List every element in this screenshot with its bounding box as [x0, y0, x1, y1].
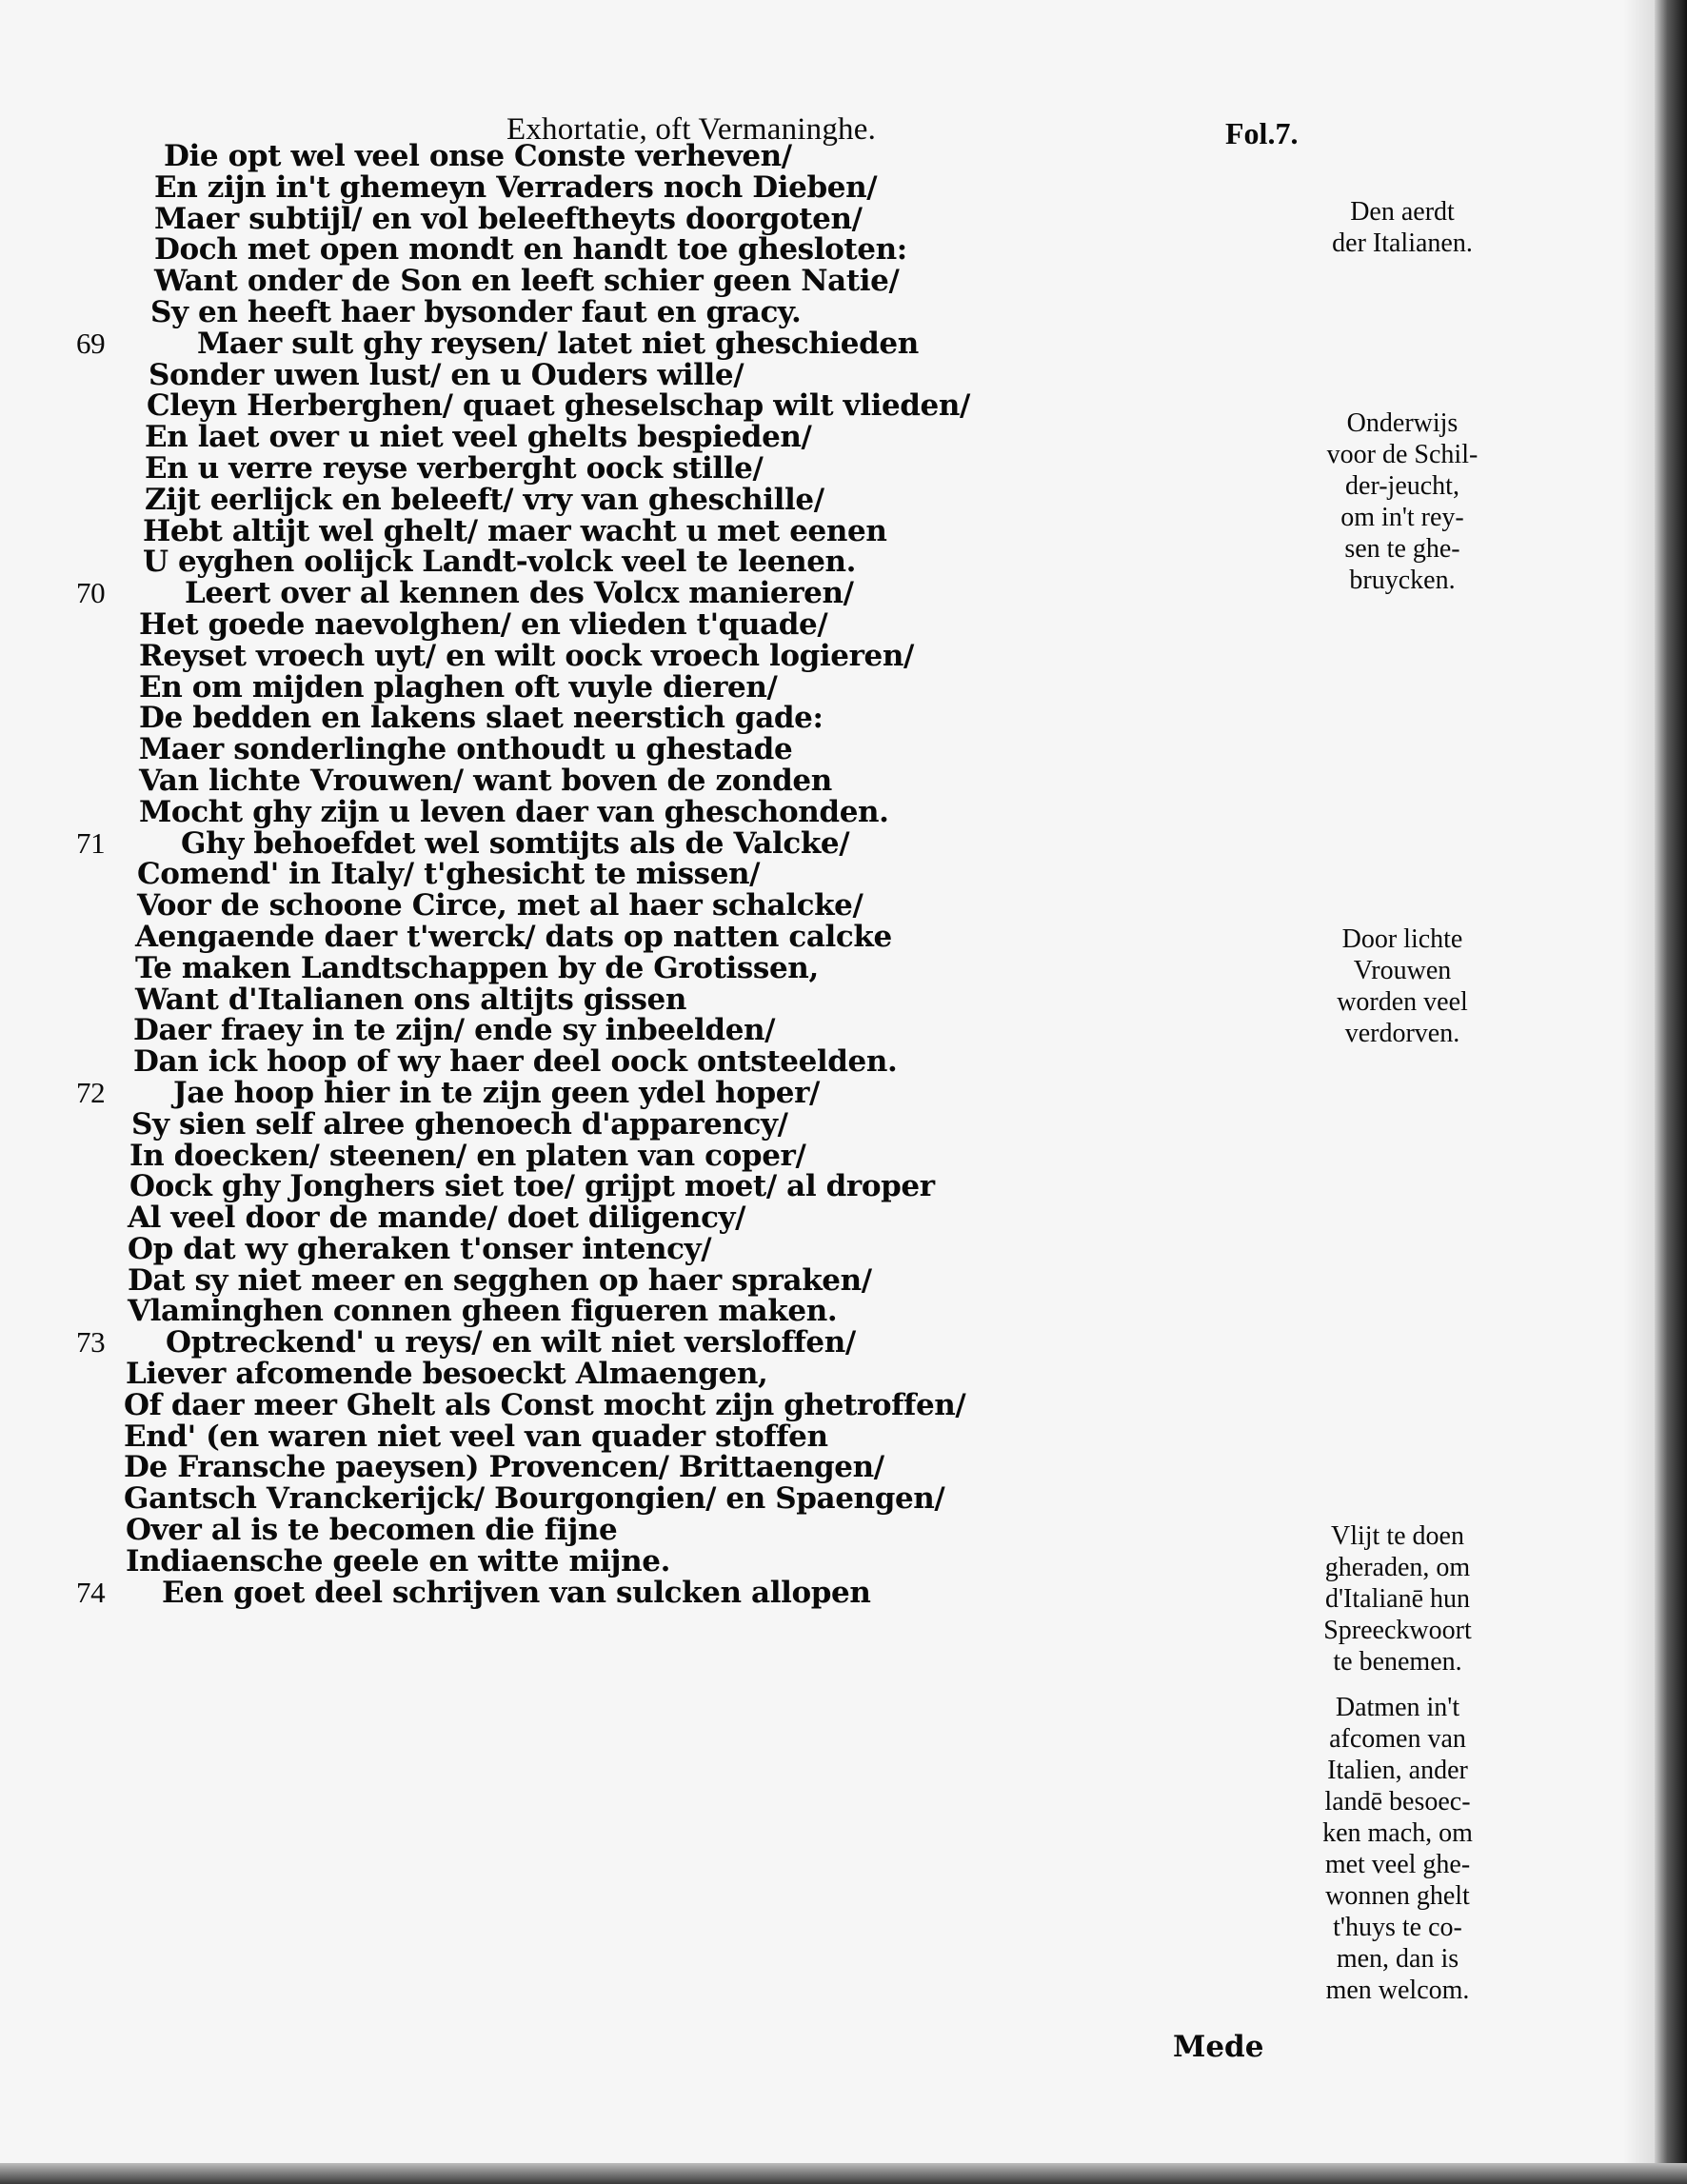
verse-line-text: Dan ick hoop of wy haer deel oock ontsteelden. — [133, 1044, 898, 1080]
margin-note-line: Vrouwen — [1353, 956, 1452, 985]
verse-line — [76, 638, 1028, 673]
verse-line — [76, 201, 1028, 236]
verse-line — [76, 669, 1028, 705]
margin-note-diligence — [1283, 1520, 1512, 1678]
verse-line — [76, 606, 1028, 642]
verse-line — [76, 1421, 1028, 1453]
verse-line-text: Sy sien self alree ghenoech d'apparency/ — [131, 1106, 788, 1142]
verse-text-block — [76, 141, 1028, 1608]
verse-line-text: Doch met open mondt en handt toe ghesloten: — [154, 232, 907, 268]
verse-line — [76, 1075, 1028, 1110]
margin-note-line: Datmen in't — [1335, 1693, 1460, 1722]
verse-line — [76, 169, 1028, 205]
verse-line-text: Het goede naevolghen/ en vlieden t'quade/ — [139, 606, 828, 642]
verse-line-text: Ghy behoefdet wel somtijts als de Valcke/ — [181, 825, 850, 861]
verse-line — [76, 1262, 1028, 1298]
verse-line-text: Hebt altijt wel ghelt/ maer wacht u met eenen — [143, 513, 887, 548]
verse-line — [76, 450, 1028, 486]
margin-note-line: met veel ghe- — [1324, 1850, 1471, 1879]
margin-note-line: landē besoec- — [1324, 1787, 1471, 1817]
verse-line-text: Vlaminghen connen gheen figueren maken. — [128, 1294, 838, 1329]
margin-note-instruction — [1293, 407, 1512, 596]
verse-line — [76, 1296, 1028, 1327]
margin-note-line: Spreeckwoort — [1323, 1616, 1472, 1645]
verse-line — [76, 513, 1028, 548]
verse-line — [76, 1327, 1028, 1359]
margin-note-light-women — [1293, 923, 1512, 1049]
verse-line — [76, 234, 1028, 266]
margin-note-line: Den aerdt — [1350, 197, 1455, 227]
verse-line — [76, 825, 1028, 861]
verse-line — [76, 950, 1028, 985]
stanza-number: 73 — [76, 1325, 106, 1360]
verse-line — [76, 1483, 1028, 1515]
verse-line — [76, 1015, 1028, 1046]
running-head: Exhortatie, oft Vermaninghe. — [506, 112, 877, 147]
verse-line-text: Gantsch Vranckerijck/ Bourgongien/ en Spaengen/ — [124, 1481, 945, 1517]
verse-line — [76, 859, 1028, 890]
verse-line-text: Want d'Italianen ons altijts gissen — [135, 982, 686, 1017]
verse-line — [76, 422, 1028, 453]
verse-line — [76, 765, 1028, 797]
verse-line — [76, 546, 1028, 578]
verse-line-text: Maer subtijl/ en vol beleeftheyts doorgoten/ — [154, 201, 863, 236]
verse-line — [76, 390, 1028, 422]
verse-line — [76, 1359, 1028, 1390]
verse-line-text: Over al is te becomen die fijne — [126, 1513, 618, 1548]
margin-note-line: voor de Schil- — [1326, 440, 1479, 469]
verse-line-text: Want onder de Son en leeft schier geen Natie/ — [154, 264, 900, 299]
margin-note-line: der Italianen. — [1332, 228, 1473, 258]
verse-line-text: Comend' in Italy/ t'ghesicht te missen/ — [137, 857, 761, 892]
verse-line-text: Die opt wel veel onse Conste verheven/ — [164, 139, 792, 173]
verse-line — [76, 357, 1028, 392]
verse-line — [76, 703, 1028, 734]
verse-line-text: En laet over u niet veel ghelts bespieden/ — [145, 420, 812, 455]
verse-line-text: Te maken Landtschappen by de Grotissen, — [135, 950, 819, 985]
verse-line-text: Daer fraey in te zijn/ ende sy inbeelden/ — [133, 1013, 776, 1048]
stanza-number: 74 — [76, 1575, 106, 1609]
margin-note-line: afcomen van — [1329, 1724, 1466, 1754]
verse-line — [76, 1543, 1028, 1578]
verse-line-text: En om mijden plaghen oft vuyle dieren/ — [139, 669, 778, 705]
stanza-number: 70 — [76, 576, 106, 610]
margin-note-line: worden veel — [1337, 987, 1468, 1017]
margin-note-line: gheraden, om — [1324, 1553, 1471, 1582]
margin-note-line: ken mach, om — [1322, 1818, 1473, 1848]
verse-line-text: Op dat wy gheraken t'onser intency/ — [128, 1231, 712, 1266]
verse-line — [76, 1046, 1028, 1078]
margin-note-line: te benemen. — [1333, 1647, 1462, 1677]
verse-line-text: Maer sonderlinghe onthoudt u ghestade — [139, 732, 793, 767]
margin-note-line: Vlijt te doen — [1331, 1521, 1464, 1551]
verse-line — [76, 919, 1028, 954]
verse-line-text: In doecken/ steenen/ en platen van coper/ — [129, 1138, 806, 1173]
verse-line-text: End' (en waren niet veel van quader stoffen — [124, 1419, 828, 1454]
scan-edge-bottom — [0, 2163, 1687, 2184]
verse-line-text: Mocht ghy zijn u leven daer van gheschonden. — [139, 794, 889, 829]
verse-line-text: Of daer meer Ghelt als Const mocht zijn ghetroffen/ — [124, 1387, 966, 1422]
verse-line-text: Sonder uwen lust/ en u Ouders wille/ — [149, 357, 744, 392]
verse-line — [76, 890, 1028, 922]
verse-line-text: De bedden en lakens slaet neerstich gade: — [139, 701, 824, 736]
margin-note-return-home — [1283, 1692, 1512, 2006]
verse-line — [76, 294, 1028, 329]
verse-line-text: De Fransche paeysen) Provencen/ Brittaengen/ — [124, 1450, 884, 1485]
margin-note-line: om in't rey- — [1340, 503, 1464, 532]
margin-note-line: sen te ghe- — [1344, 534, 1460, 564]
verse-line-text: Maer sult ghy reysen/ latet niet gheschieden — [197, 326, 919, 361]
verse-line-text: Indiaensche geele en witte mijne. — [126, 1543, 670, 1578]
verse-line-text: Liever afcomende besoeckt Almaengen, — [126, 1357, 768, 1392]
scan-edge-right — [1655, 0, 1687, 2184]
margin-note-line: bruycken. — [1349, 566, 1456, 595]
verse-line — [76, 1515, 1028, 1546]
stanza-number: 72 — [76, 1075, 106, 1109]
verse-line — [76, 1387, 1028, 1422]
verse-line-text: Van lichte Vrouwen/ want boven de zonden — [139, 763, 832, 798]
margin-note-line: Door lichte — [1341, 924, 1463, 954]
folio-number: Fol.7. — [1225, 116, 1299, 150]
verse-line — [76, 266, 1028, 297]
verse-line-text: Al veel door de mande/ doet diligency/ — [128, 1201, 746, 1236]
verse-line — [76, 1231, 1028, 1266]
margin-note-line: t'huys te co- — [1333, 1913, 1462, 1942]
verse-line-text: Een goet deel schrijven van sulcken allopen — [162, 1575, 871, 1610]
verse-line — [76, 1452, 1028, 1483]
verse-line — [76, 1106, 1028, 1142]
stanza-number: 69 — [76, 326, 106, 360]
verse-line-text: En u verre reyse verberght oock stille/ — [145, 450, 764, 486]
margin-note-line: men welcom. — [1325, 1976, 1470, 2005]
verse-line-text: Zijt eerlijck en beleeft/ vry van gheschille/ — [145, 482, 824, 517]
verse-line-text: Aengaende daer t'werck/ dats op natten calcke — [135, 919, 892, 954]
verse-line — [76, 328, 1028, 360]
verse-line — [76, 794, 1028, 829]
verse-line — [76, 984, 1028, 1016]
verse-line — [76, 578, 1028, 609]
margin-note-line: verdorven. — [1344, 1019, 1460, 1048]
verse-line-text: Jae hoop hier in te zijn geen ydel hoper/ — [173, 1075, 820, 1110]
verse-line-text: Oock ghy Jonghers siet toe/ grijpt moet/ al droper — [129, 1169, 935, 1204]
margin-note-italians — [1293, 196, 1512, 259]
verse-line-text: Leert over al kennen des Volcx manieren/ — [185, 576, 854, 611]
verse-line-text: Cleyn Herberghen/ quaet gheselschap wilt vlieden/ — [147, 388, 970, 424]
margin-note-line: Italien, ander — [1327, 1756, 1468, 1785]
margin-note-line: Onderwijs — [1346, 408, 1459, 438]
verse-line-text: Reyset vroech uyt/ en wilt oock vroech logieren/ — [139, 638, 914, 673]
verse-line-text: En zijn in't ghemeyn Verraders noch Dieben/ — [154, 169, 878, 205]
verse-line — [76, 1202, 1028, 1234]
margin-note-line: wonnen ghelt — [1325, 1881, 1470, 1911]
margin-note-line: d'Italianē hun — [1325, 1584, 1470, 1614]
stanza-number: 71 — [76, 825, 106, 860]
verse-line-text: U eyghen oolijck Landt-volck veel te leenen. — [143, 545, 857, 580]
margin-note-line: men, dan is — [1336, 1944, 1459, 1974]
verse-line — [76, 734, 1028, 765]
verse-line — [76, 1138, 1028, 1173]
verse-line — [76, 141, 1028, 172]
margin-note-line: der-jeucht, — [1345, 471, 1459, 501]
verse-line-text: Sy en heeft haer bysonder faut en gracy. — [150, 294, 802, 329]
verse-line — [76, 1171, 1028, 1202]
catchword: Mede — [1173, 2030, 1264, 2064]
verse-line-text: Dat sy niet meer en segghen op haer spraken/ — [128, 1262, 872, 1298]
verse-line — [76, 1575, 1028, 1610]
verse-line — [76, 482, 1028, 517]
verse-line-text: Voor de schoone Circe, met al haer schalcke/ — [137, 888, 863, 923]
verse-line-text: Optreckend' u reys/ en wilt niet versloffen/ — [166, 1325, 856, 1360]
